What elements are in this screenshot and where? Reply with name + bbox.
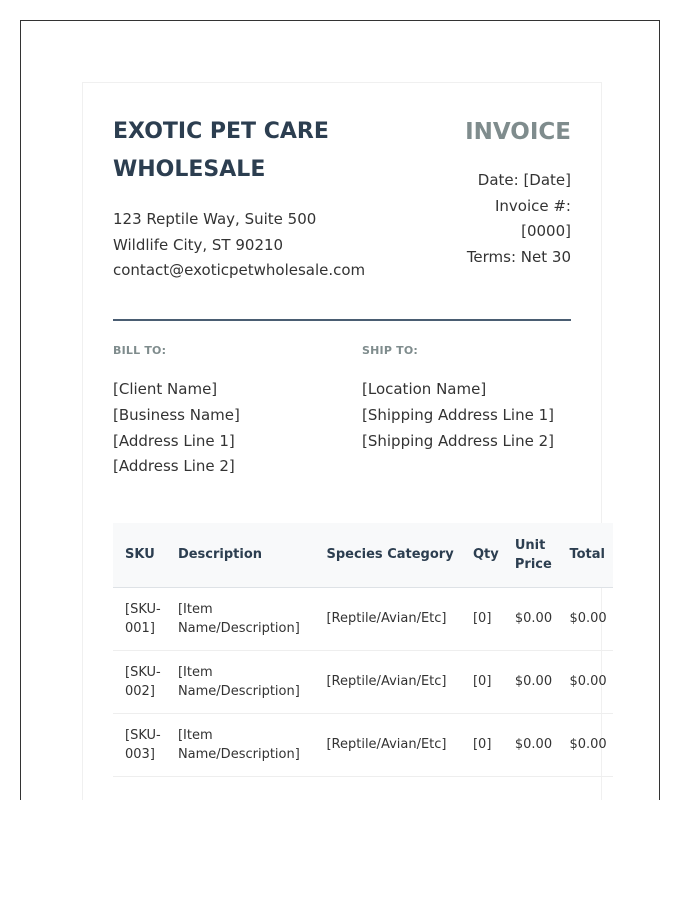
ship-to-address (362, 377, 554, 454)
company-email: contact@exoticpetwholesale.com (113, 261, 366, 280)
header-qty: Qty (461, 523, 503, 587)
bill-to-address (113, 377, 240, 480)
header-divider (113, 319, 571, 321)
company-address-line1: 123 Reptile Way, Suite 500 (113, 210, 317, 228)
ship-to-line: [Location Name] (362, 380, 487, 398)
cell-description: [Item Name/Description] (166, 713, 315, 776)
cell-qty: [0] (461, 713, 503, 776)
bill-to-line: [Client Name] (113, 380, 218, 398)
invoice-meta (461, 168, 571, 270)
header-sku: SKU (113, 523, 166, 587)
cell-unit-price: $0.00 (503, 650, 558, 713)
company-address-line2: Wildlife City, ST 90210 (113, 235, 284, 254)
ship-to-line: [Shipping Address Line 2] (362, 431, 554, 450)
document-frame (20, 20, 660, 800)
header-unit-price: Unit Price (503, 523, 558, 587)
header-species-category: Species Category (314, 523, 461, 587)
bill-to-line: [Address Line 2] (113, 457, 235, 476)
cell-total: $0.00 (557, 713, 613, 776)
bill-to-label: BILL TO: (113, 344, 167, 357)
cell-description: [Item Name/Description] (166, 650, 315, 713)
cell-species-category: [Reptile/Avian/Etc] (314, 650, 461, 713)
ship-to-line: [Shipping Address Line 1] (362, 405, 554, 424)
cell-sku: [SKU-002] (113, 650, 166, 713)
cell-total: $0.00 (557, 587, 613, 650)
invoice-terms: Terms: Net 30 (466, 247, 571, 266)
table-row (113, 713, 613, 776)
invoice-number-value: [0000] (521, 222, 571, 241)
ship-to-label: SHIP TO: (362, 344, 418, 357)
bill-to-line: [Business Name] (113, 405, 240, 424)
company-name: EXOTIC PET CARE WHOLESALE (113, 119, 329, 182)
cell-total: $0.00 (557, 650, 613, 713)
header-total: Total (557, 523, 613, 587)
items-table (113, 523, 613, 777)
invoice-date: Date: [Date] (477, 171, 571, 189)
table-header-row (113, 523, 613, 587)
header-description: Description (166, 523, 315, 587)
cell-sku: [SKU-003] (113, 713, 166, 776)
invoice-number-label: Invoice #: (494, 196, 571, 215)
cell-qty: [0] (461, 650, 503, 713)
cell-description: [Item Name/Description] (166, 587, 315, 650)
bill-to-line: [Address Line 1] (113, 431, 235, 450)
invoice-title: INVOICE (465, 119, 571, 145)
invoice-paper (82, 82, 607, 800)
cell-species-category: [Reptile/Avian/Etc] (314, 713, 461, 776)
company-address (113, 207, 365, 284)
cell-unit-price: $0.00 (503, 587, 558, 650)
cell-sku: [SKU-001] (113, 587, 166, 650)
cell-species-category: [Reptile/Avian/Etc] (314, 587, 461, 650)
table-row (113, 650, 613, 713)
table-row (113, 587, 613, 650)
cell-unit-price: $0.00 (503, 713, 558, 776)
cell-qty: [0] (461, 587, 503, 650)
